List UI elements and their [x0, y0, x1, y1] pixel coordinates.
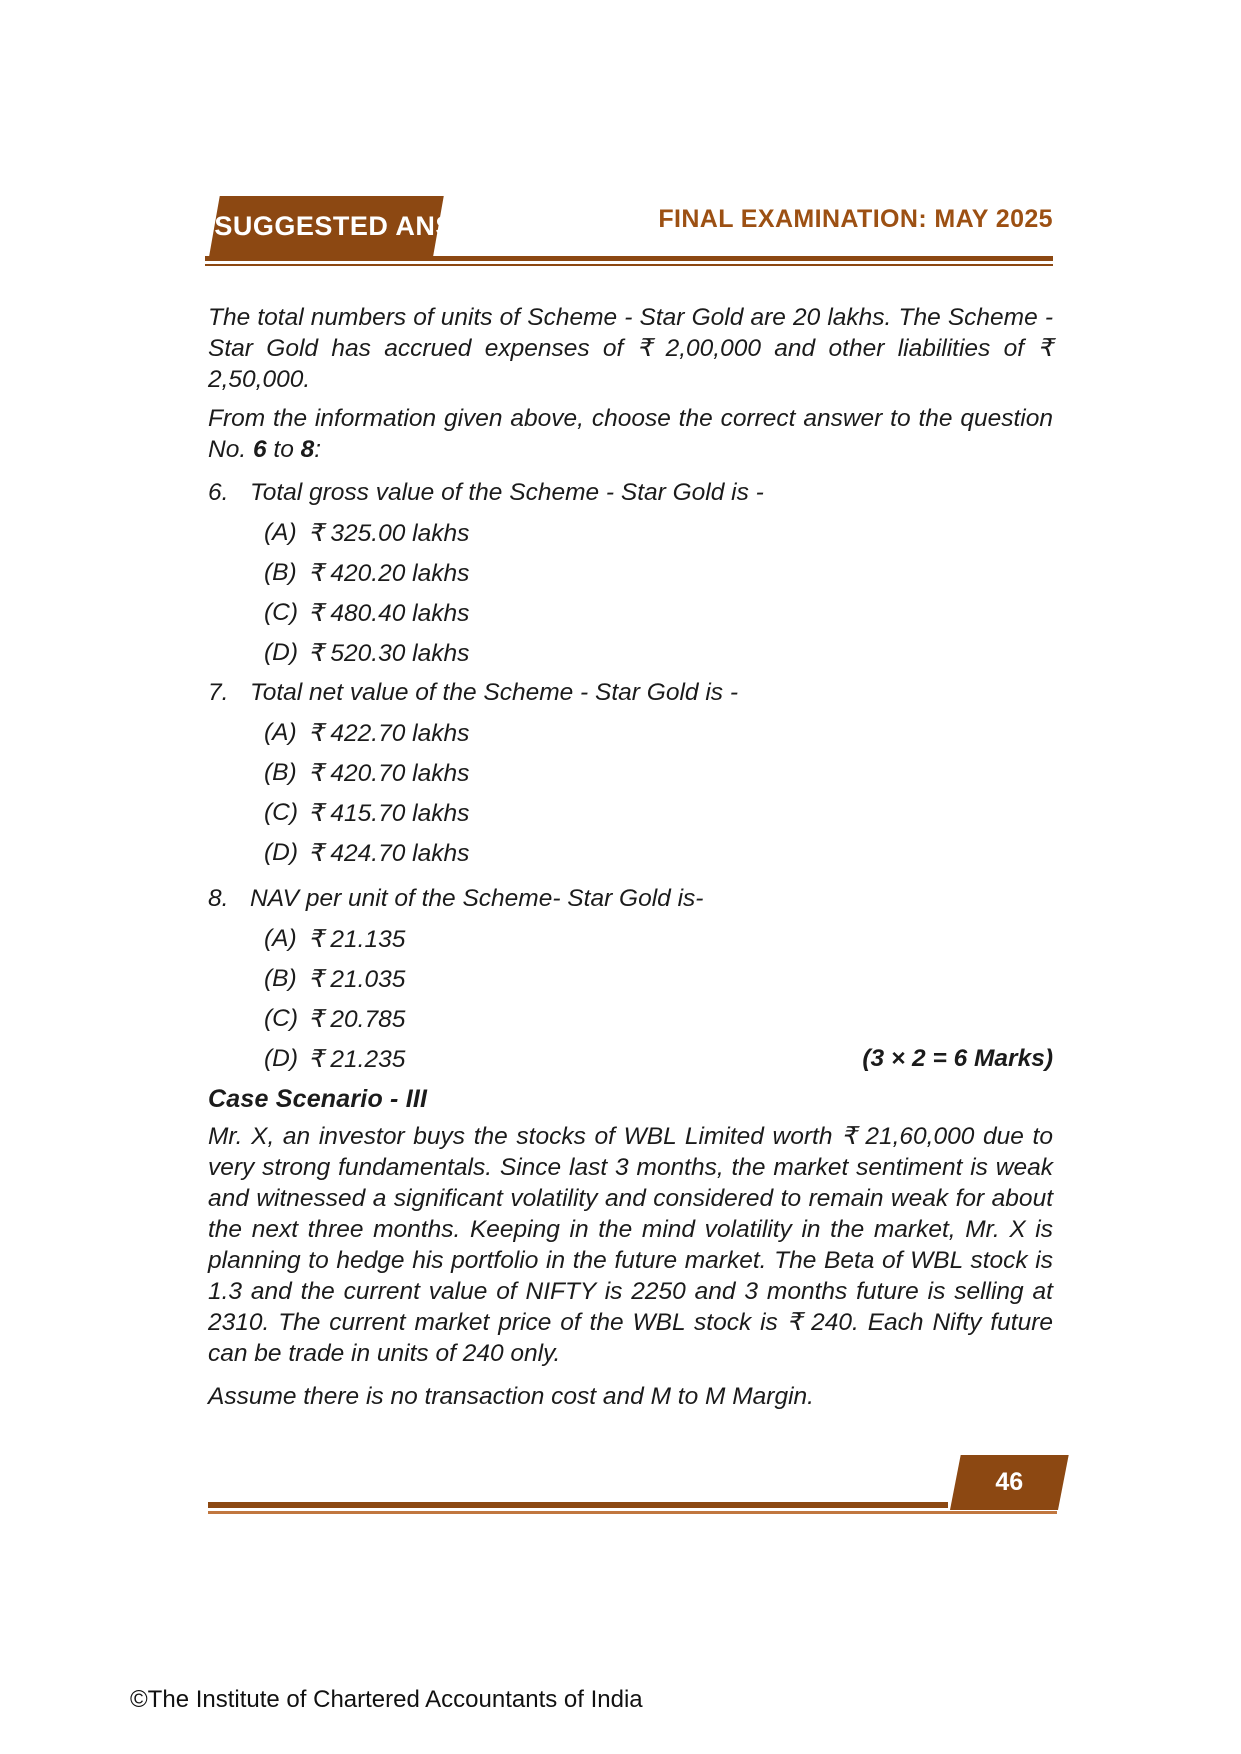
- case-scenario-heading: Case Scenario - III: [208, 1084, 428, 1113]
- question-range-start: 6: [252, 436, 267, 463]
- option-label: (B): [264, 965, 297, 992]
- question-6: [208, 473, 1053, 673]
- intro-paragraph: The total numbers of units of Scheme - Star Gold are 20 lakhs. The Scheme - Star Gold has accrued expenses of ₹ 2,00,000 and other liabilities of ₹ 2,50,000.: [208, 304, 1053, 393]
- page-content: [208, 302, 1053, 1412]
- option-row: [208, 959, 1053, 999]
- option-value: ₹ 480.40 lakhs: [308, 600, 470, 627]
- instruction-paragraph: [208, 403, 1053, 465]
- option-value: ₹ 21.135: [308, 926, 406, 953]
- option-label: (D): [264, 639, 299, 666]
- option-row: [208, 633, 1053, 673]
- marks-annotation: (3 × 2 = 6 Marks): [862, 1045, 1053, 1072]
- option-row: [208, 553, 1053, 593]
- option-value: ₹ 415.70 lakhs: [308, 800, 470, 827]
- option-label: (A): [264, 925, 297, 952]
- option-label: (A): [264, 719, 297, 746]
- instruction-text: From the information given above, choose the correct answer to the question No.: [208, 405, 1053, 463]
- question-7: [208, 673, 1053, 873]
- option-label: (B): [264, 559, 297, 586]
- option-row: [208, 919, 1053, 959]
- option-row: [208, 593, 1053, 633]
- question-number: 7.: [208, 679, 229, 706]
- instruction-text-mid: to: [266, 436, 301, 463]
- question-stem: [208, 473, 1053, 513]
- question-number: 8.: [208, 885, 229, 912]
- assumption-note: Assume there is no transaction cost and M to M Margin.: [208, 1383, 814, 1410]
- question-number: 6.: [208, 479, 229, 506]
- option-row: [208, 713, 1053, 753]
- header-rule-thick: [205, 256, 1053, 261]
- question-text: Total gross value of the Scheme - Star Gold is -: [250, 479, 764, 506]
- footer-rule-thin: [208, 1511, 1057, 1514]
- option-row-with-marks: [208, 1039, 1053, 1079]
- option-value: ₹ 21.035: [308, 966, 406, 993]
- option-value: ₹ 325.00 lakhs: [308, 520, 470, 547]
- option-label: (C): [264, 599, 299, 626]
- option-row: [208, 753, 1053, 793]
- option-value: ₹ 422.70 lakhs: [308, 720, 470, 747]
- option-label: (C): [264, 1005, 299, 1032]
- page-number-box: [950, 1455, 1069, 1510]
- option-row: [208, 833, 1053, 873]
- question-text: Total net value of the Scheme - Star Gold is -: [250, 679, 738, 706]
- question-range-end: 8: [300, 436, 315, 463]
- option-label: (A): [264, 519, 297, 546]
- option-row: [208, 793, 1053, 833]
- exam-title: FINAL EXAMINATION: MAY 2025: [658, 205, 1053, 233]
- option-value: ₹ 21.235: [308, 1046, 406, 1073]
- question-8: [208, 879, 1053, 1079]
- option-value: ₹ 420.20 lakhs: [308, 560, 470, 587]
- header-rule-thin: [205, 264, 1053, 266]
- question-stem: [208, 673, 1053, 713]
- suggested-answer-banner: [209, 196, 519, 257]
- option-row: [208, 513, 1053, 553]
- instruction-text-end: :: [314, 436, 322, 463]
- option-label: (C): [264, 799, 299, 826]
- option-label: (D): [264, 1045, 299, 1072]
- banner-label: SUGGESTED ANSWER: [214, 211, 519, 241]
- option-row: [208, 999, 1053, 1039]
- footer-rule-thick: [208, 1502, 948, 1508]
- copyright-line: ©The Institute of Chartered Accountants of India: [130, 1686, 643, 1713]
- option-value: ₹ 20.785: [308, 1006, 406, 1033]
- option-value: ₹ 520.30 lakhs: [308, 640, 470, 667]
- question-text: NAV per unit of the Scheme- Star Gold is-: [250, 885, 704, 912]
- option-value: ₹ 424.70 lakhs: [308, 840, 470, 867]
- option-value: ₹ 420.70 lakhs: [308, 760, 470, 787]
- question-stem: [208, 879, 1053, 919]
- option-label: (B): [264, 759, 297, 786]
- option-label: (D): [264, 839, 299, 866]
- page-number: 46: [995, 1468, 1024, 1496]
- case-scenario-paragraph: Mr. X, an investor buys the stocks of WBL Limited worth ₹ 21,60,000 due to very strong fundamentals. Since last 3 months, the market sentiment is weak and witnessed a significant volatility and considered to remain weak for about the next three months. Keeping in the mind volatility in the market, Mr. X is planning to hedge his portfolio in the future market. The Beta of WBL stock is 1.3 and the current value of NIFTY is 2250 and 3 months future is selling at 2310. The current market price of the WBL stock is ₹ 240. Each Nifty future can be trade in units of 240 only.: [208, 1123, 1053, 1367]
